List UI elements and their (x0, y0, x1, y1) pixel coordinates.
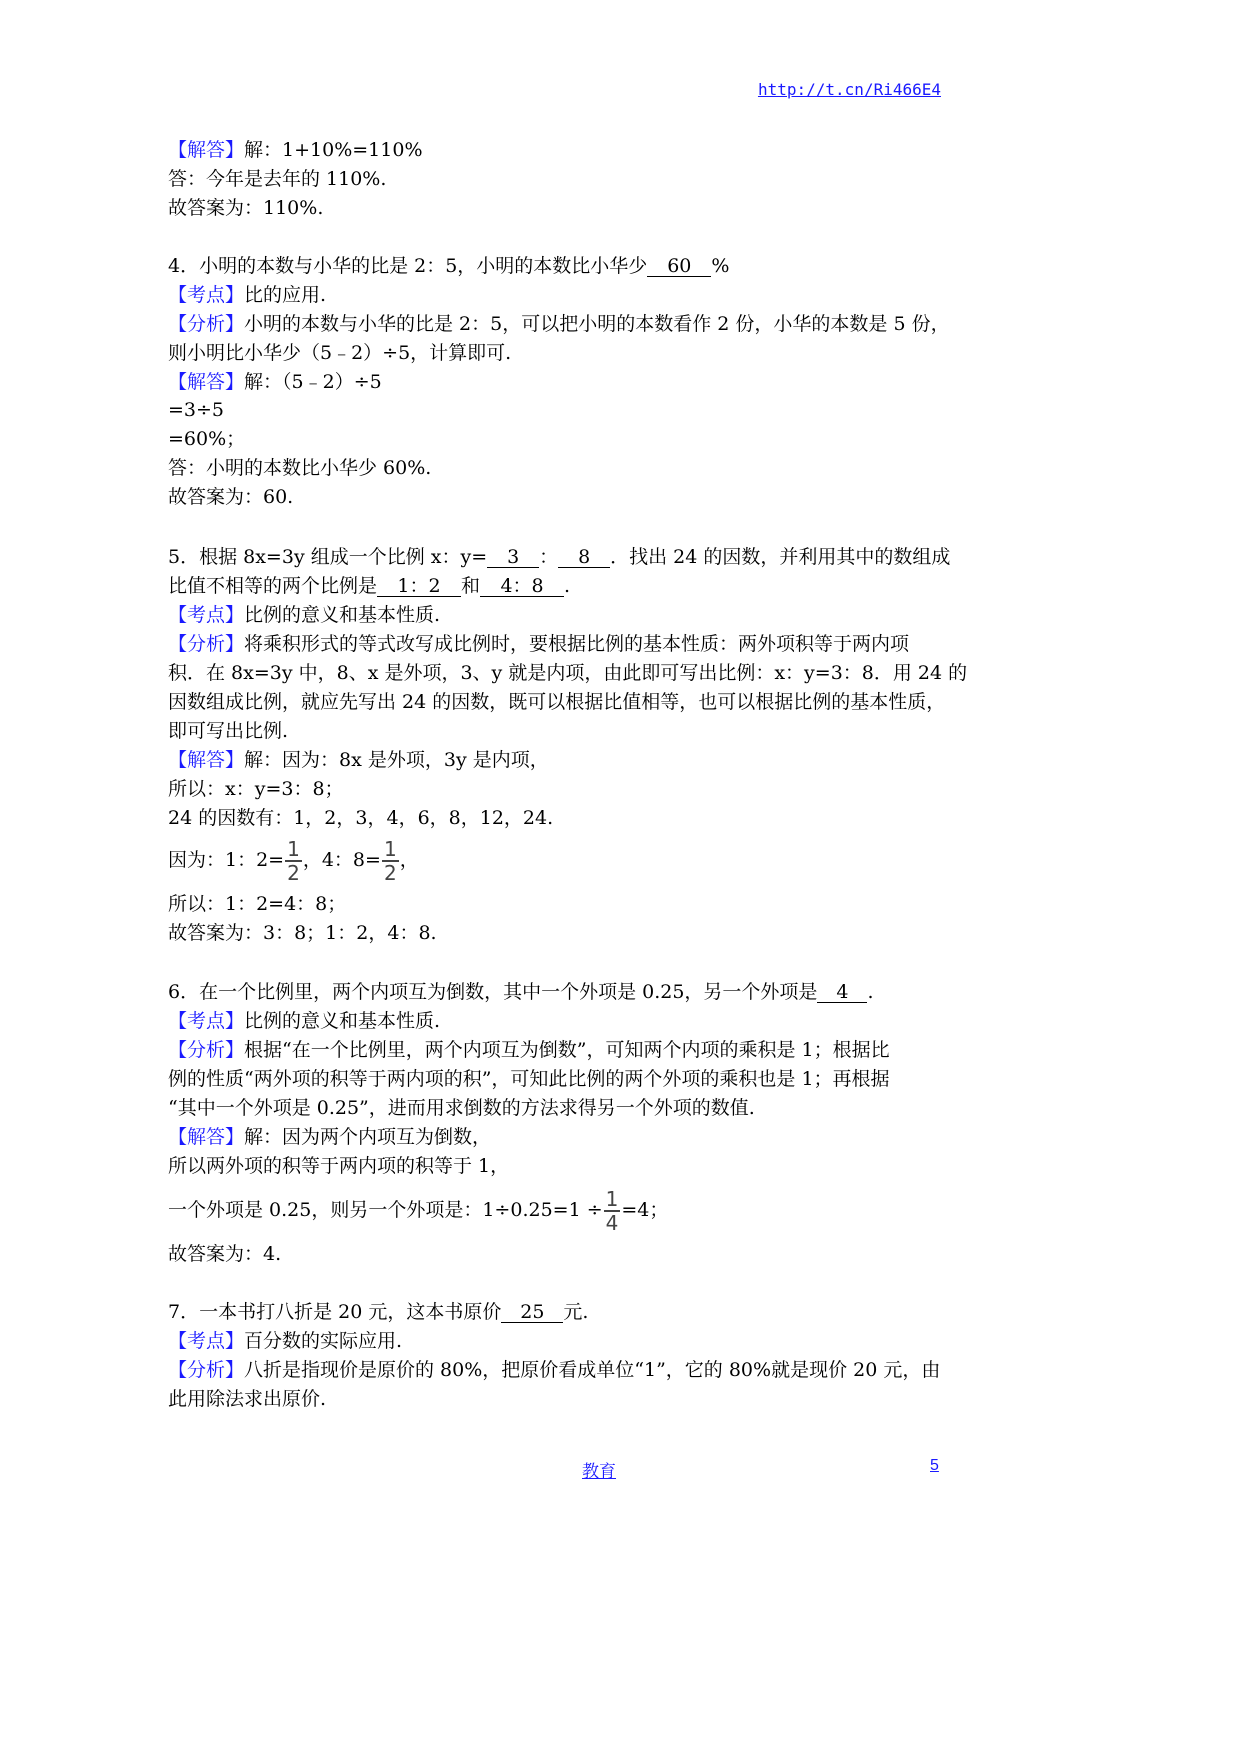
text-segment: 所以两外项的积等于两内项的积等于 1， (168, 1155, 510, 1177)
text-segment: 则小明比小华少（5﹣2）÷5，计算即可. (168, 342, 512, 364)
answer-blank: 4：8 (480, 576, 564, 597)
text-segment: 根据“在一个比例里，两个内项互为倒数”，可知两个内项的乘积是 1；根据比 (244, 1039, 890, 1061)
text-line (168, 312, 950, 336)
section-label: 【解答】 (168, 749, 245, 771)
text-line (168, 1358, 940, 1382)
fraction (382, 838, 399, 884)
text-line (168, 456, 431, 480)
text-segment: 小明的本数与小华的比是 2：5，可以把小明的本数看作 2 份，小华的本数是 5 份， (244, 313, 950, 335)
text-segment: 即可写出比例. (168, 720, 289, 742)
text-segment: 答：小明的本数比小华少 60%. (168, 457, 432, 479)
text-segment: 故答案为：110%. (168, 197, 324, 219)
text-segment: . (867, 981, 874, 1003)
text-segment: ，4：8= (302, 849, 381, 871)
text-segment: 解：1+10%=110% (244, 139, 423, 161)
text-segment: =3÷5 (168, 399, 225, 421)
text-line (168, 370, 382, 394)
section-label: 【分析】 (168, 633, 245, 655)
text-segment: 答：今年是去年的 110%. (168, 168, 387, 190)
section-label: 【解答】 (168, 139, 245, 161)
footer-link[interactable]: 教育 (582, 1462, 616, 1482)
fraction-denominator: 2 (383, 861, 397, 885)
answer-blank: 60 (647, 256, 711, 277)
text-segment: 故答案为：4. (168, 1243, 282, 1265)
fraction-numerator: 1 (383, 837, 397, 861)
header-link[interactable]: http://t.cn/Ri466E4 (757, 80, 941, 99)
text-line (168, 1387, 326, 1411)
text-segment: 八折是指现价是原价的 80%，把原价看成单位“1”，它的 80%就是现价 20 元，由 (244, 1359, 941, 1381)
answer-blank: 25 (501, 1302, 563, 1323)
fraction-denominator: 4 (605, 1211, 619, 1235)
text-segment: 6．在一个比例里，两个内项互为倒数，其中一个外项是 0.25，另一个外项是 (168, 981, 818, 1003)
text-segment: “其中一个外项是 0.25”，进而用求倒数的方法求得另一个外项的数值. (168, 1097, 755, 1119)
text-segment: 比的应用. (244, 284, 327, 306)
text-line (168, 1009, 440, 1033)
text-line (168, 167, 386, 191)
answer-blank: 4 (817, 982, 867, 1003)
text-line (168, 777, 344, 801)
text-segment: 比例的意义和基本性质. (244, 1010, 441, 1032)
text-line (168, 1096, 755, 1120)
text-segment: 百分数的实际应用. (244, 1330, 403, 1352)
section-label: 【分析】 (168, 313, 245, 335)
section-label: 【考点】 (168, 1010, 245, 1032)
page-number[interactable]: 5 (930, 1457, 939, 1474)
text-line (168, 574, 570, 598)
text-line (168, 1154, 509, 1178)
text-segment: 4．小明的本数与小华的比是 2：5，小明的本数比小华少 (168, 255, 648, 277)
text-line (168, 1067, 890, 1091)
text-segment: 比值不相等的两个比例是 (168, 575, 378, 597)
text-segment: 元. (563, 1301, 589, 1323)
section-label: 【考点】 (168, 284, 245, 306)
text-segment: ， (399, 849, 419, 871)
text-segment: ．找出 24 的因数，并利用其中的数组成 (610, 546, 951, 568)
text-line (168, 1300, 588, 1324)
section-label: 【解答】 (168, 1126, 245, 1148)
text-segment: 24 的因数有：1，2，3，4，6，8，12，24. (168, 807, 554, 829)
text-segment: 因为：1：2= (168, 849, 285, 871)
section-label: 【分析】 (168, 1359, 245, 1381)
text-line (168, 1125, 491, 1149)
text-line (168, 661, 967, 685)
answer-blank: 3 (487, 547, 539, 568)
text-segment: 5．根据 8x=3y 组成一个比例 x：y= (168, 546, 488, 568)
fraction (604, 1188, 621, 1234)
text-segment: . (564, 575, 571, 597)
text-segment: 和 (461, 575, 481, 597)
text-line (168, 1242, 281, 1266)
text-line (168, 921, 437, 945)
text-line (168, 980, 873, 1004)
text-line (168, 427, 245, 451)
answer-blank: 1：2 (377, 576, 461, 597)
text-line (168, 838, 419, 884)
text-segment: 所以：1：2=4：8； (168, 893, 347, 915)
text-segment: 故答案为：60. (168, 486, 294, 508)
text-line (168, 196, 323, 220)
section-label: 【分析】 (168, 1039, 245, 1061)
text-line (168, 690, 945, 714)
text-line (168, 485, 293, 509)
fraction-denominator: 2 (287, 861, 300, 885)
section-label: 【考点】 (168, 1330, 245, 1352)
text-line (168, 341, 511, 365)
text-segment: 所以：x：y=3：8； (168, 778, 344, 800)
text-line (168, 1329, 402, 1353)
text-segment: 此用除法求出原价. (168, 1388, 327, 1410)
fraction-numerator: 1 (287, 837, 300, 861)
text-segment: =60%； (168, 428, 246, 450)
text-segment: 7．一本书打八折是 20 元，这本书原价 (168, 1301, 502, 1323)
answer-blank: 8 (558, 547, 610, 568)
section-label: 【考点】 (168, 604, 245, 626)
text-segment: 比例的意义和基本性质. (244, 604, 441, 626)
text-line (168, 892, 346, 916)
text-segment: 解：因为：8x 是外项，3y 是内项， (244, 749, 549, 771)
text-segment: 积．在 8x=3y 中，8、x 是外项，3、y 就是内项，由此即可写出比例：x：y=3：8．用 24 的 (168, 662, 968, 684)
text-line (168, 748, 549, 772)
text-line (168, 719, 288, 743)
fraction (285, 838, 302, 884)
text-line (168, 632, 909, 656)
fraction-numerator: 1 (605, 1187, 619, 1211)
text-segment: % (711, 255, 730, 277)
text-line (168, 545, 950, 569)
text-line (168, 806, 553, 830)
text-segment: 一个外项是 0.25，则另一个外项是：1÷0.25=1 ÷ (168, 1199, 603, 1221)
section-label: 【解答】 (168, 371, 245, 393)
text-line (168, 603, 440, 627)
text-line (168, 398, 224, 422)
text-segment: 解：（5﹣2）÷5 (244, 371, 382, 393)
text-segment: 因数组成比例，就应先写出 24 的因数，既可以根据比值相等，也可以根据比例的基本性质， (168, 691, 946, 713)
text-line (168, 254, 729, 278)
text-line (168, 283, 326, 307)
text-segment: 故答案为：3：8；1：2，4：8. (168, 922, 437, 944)
text-line (168, 1038, 890, 1062)
text-segment: =4； (621, 1199, 669, 1221)
text-line (168, 138, 423, 162)
text-segment: 将乘积形式的等式改写成比例时，要根据比例的基本性质：两外项积等于两内项 (244, 633, 910, 655)
text-line (168, 1188, 668, 1234)
text-segment: ： (539, 546, 559, 568)
text-segment: 解：因为两个内项互为倒数， (244, 1126, 492, 1148)
text-segment: 例的性质“两外项的积等于两内项的积”，可知此比例的两个外项的乘积也是 1；再根据 (168, 1068, 890, 1090)
